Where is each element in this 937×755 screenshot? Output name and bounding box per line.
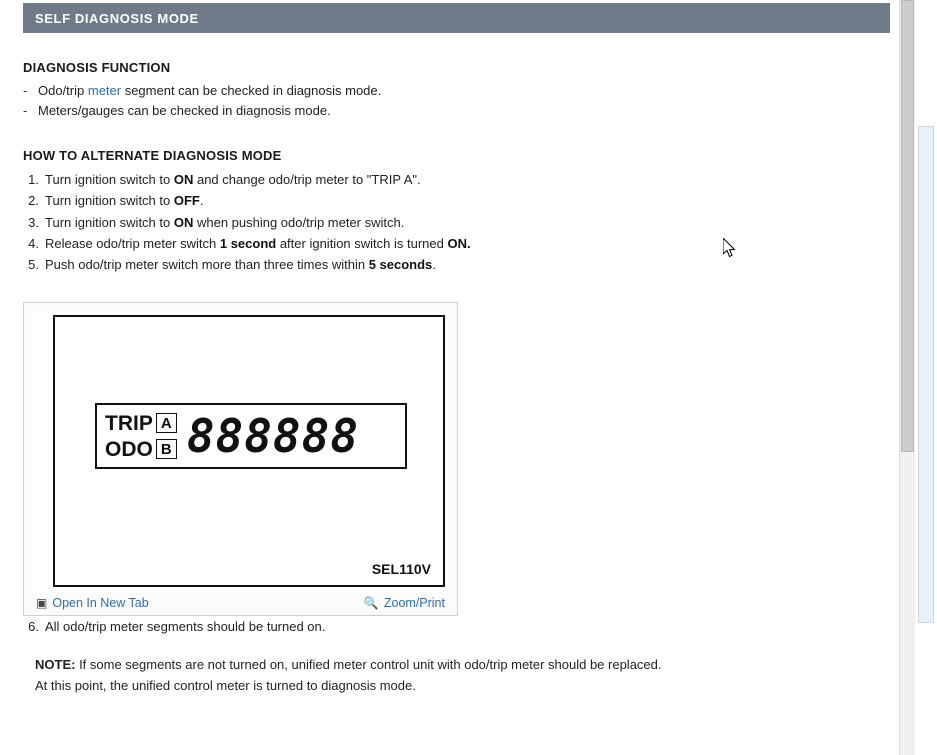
step-text: All odo/trip meter segments should be turned on.: [45, 619, 326, 635]
document-content: [0, 60, 900, 696]
list-item-text: Meters/gauges can be checked in diagnosis mode.: [38, 103, 331, 118]
outer-scrollbar-thumb[interactable]: [918, 126, 934, 623]
dash-bullet: -: [23, 83, 28, 98]
lcd-label-odo: ODO: [105, 437, 153, 461]
step-text: Release odo/trip meter switch 1 second after ignition switch is turned ON.: [45, 235, 471, 251]
lcd-digits: 888888: [186, 409, 360, 464]
list-item: [23, 616, 900, 637]
lcd-box-a: A: [156, 413, 177, 433]
step-text: Turn ignition switch to ON and change odo/trip meter to "TRIP A".: [45, 172, 421, 187]
figure-actions: [32, 593, 449, 615]
lcd-label-trip: TRIP: [105, 411, 153, 435]
step-number: 5.: [28, 257, 39, 273]
outer-scrollbar-track[interactable]: [915, 0, 937, 755]
lcd-row-trip: [105, 410, 177, 436]
figure-image: [32, 311, 449, 593]
step-number: 2.: [28, 193, 39, 209]
note-block: [35, 654, 900, 696]
meter-outline: [53, 315, 445, 587]
open-in-new-tab-label: Open In New Tab: [52, 596, 149, 611]
post-figure-steps-list: [23, 616, 900, 637]
figure-code: SEL110V: [371, 561, 431, 578]
inner-scrollbar-thumb[interactable]: [901, 0, 914, 452]
magnifier-icon: 🔍: [363, 596, 379, 611]
list-item: [23, 101, 900, 121]
new-tab-icon: ▣: [36, 596, 48, 611]
how-to-heading: HOW TO ALTERNATE DIAGNOSIS MODE: [23, 148, 282, 163]
step-text: Push odo/trip meter switch more than three times within 5 seconds.: [45, 257, 436, 273]
zoom-print-button[interactable]: [364, 596, 445, 610]
inner-scrollbar-track[interactable]: [899, 0, 915, 755]
list-item: [23, 81, 900, 101]
list-item-text-post: segment can be checked in diagnosis mode.: [121, 83, 382, 98]
figure-container: [23, 302, 458, 616]
lcd-box-b: B: [156, 439, 177, 459]
lcd-row-odo: [105, 436, 177, 462]
step-number: 6.: [28, 619, 39, 635]
diagnosis-function-list: [23, 81, 900, 121]
open-in-new-tab-button[interactable]: [36, 596, 149, 610]
step-number: 4.: [28, 235, 39, 251]
list-item: [23, 233, 900, 254]
how-to-steps-list: [23, 169, 900, 275]
list-item: [23, 169, 900, 190]
lcd-display: [95, 403, 407, 469]
section-title-bar: [23, 3, 890, 33]
note-line-1: If some segments are not turned on, unified meter control unit with odo/trip meter should be replaced.: [75, 656, 662, 672]
page-title: SELF DIAGNOSIS MODE: [35, 10, 199, 26]
step-text: Turn ignition switch to OFF.: [45, 193, 204, 209]
list-item: [23, 212, 900, 233]
list-item: [23, 190, 900, 211]
list-item: [23, 254, 900, 275]
note-line-2: At this point, the unified control meter is turned to diagnosis mode.: [35, 677, 416, 693]
note-label: NOTE:: [35, 656, 76, 672]
lcd-labels: [97, 410, 177, 462]
zoom-print-label: Zoom/Print: [383, 596, 445, 611]
meter-link[interactable]: meter: [87, 83, 122, 98]
step-text: Turn ignition switch to ON when pushing odo/trip meter switch.: [45, 214, 405, 230]
step-number: 3.: [28, 214, 39, 230]
dash-bullet: -: [23, 103, 28, 118]
diagnosis-function-heading: DIAGNOSIS FUNCTION: [23, 60, 171, 75]
list-item-text-pre: Odo/trip: [38, 83, 88, 98]
step-number: 1.: [28, 172, 39, 187]
